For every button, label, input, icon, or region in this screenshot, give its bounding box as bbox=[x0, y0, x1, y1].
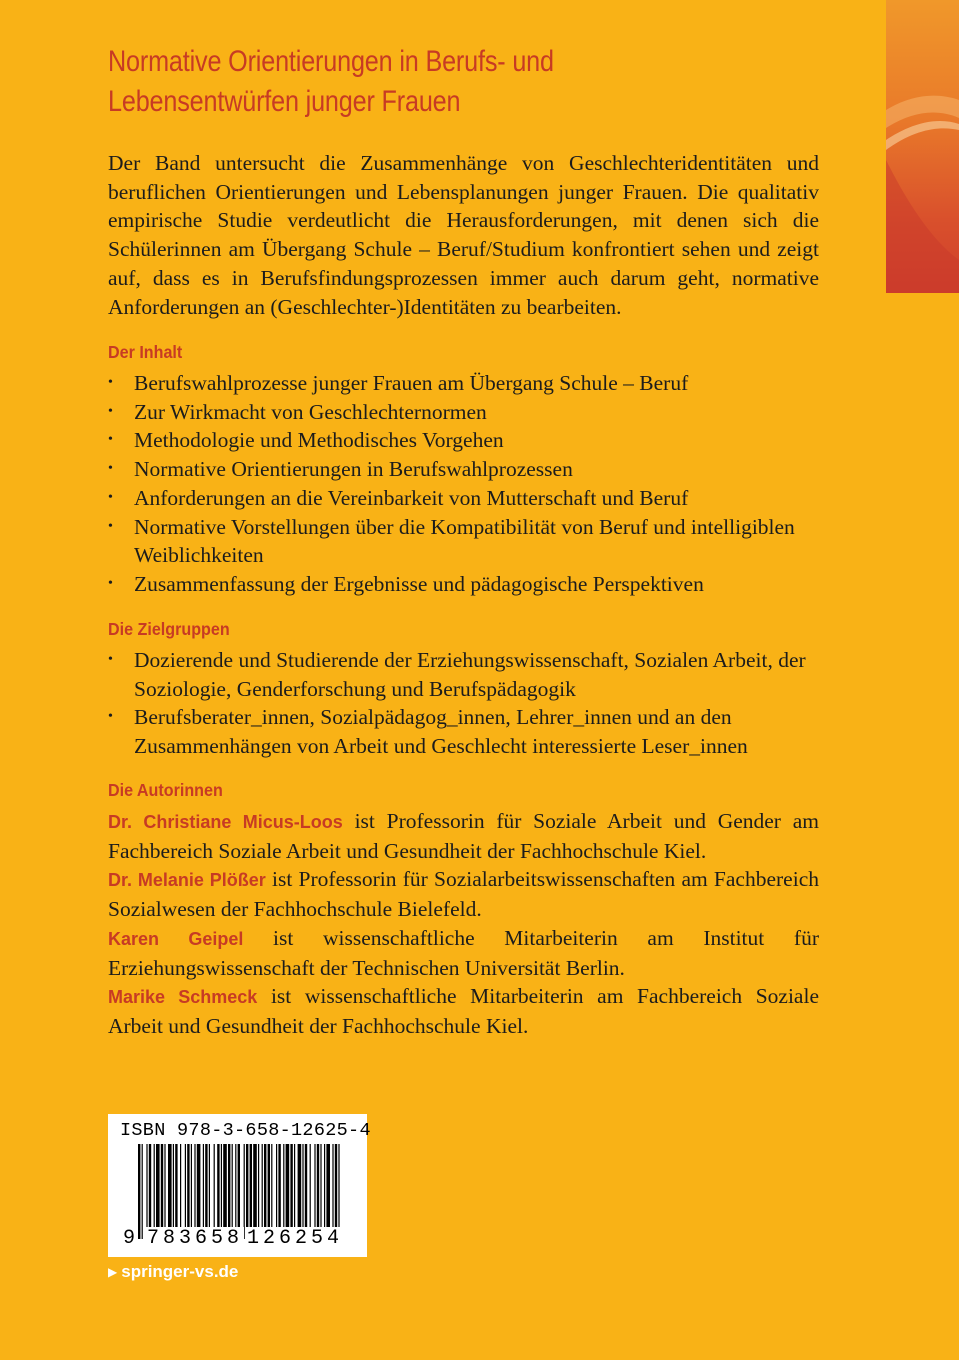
barcode-bar bbox=[338, 1144, 339, 1239]
barcode-bar bbox=[154, 1144, 155, 1239]
author-entry bbox=[108, 807, 819, 865]
barcode-bar bbox=[238, 1144, 240, 1239]
barcode-bar bbox=[214, 1144, 215, 1239]
barcode-bar bbox=[246, 1144, 248, 1239]
author-bio: ist Professorin für Soziale Arbeit und Gender am Fachbereich Soziale Arbeit und Gesundheit der Fachhochschule Kiel. bbox=[108, 809, 819, 863]
list-item: • Zusammenfassung der Ergebnisse und pädagogische Perspektiven bbox=[108, 570, 819, 599]
author-bio: ist Professorin für Sozialarbeitswissenschaften am Fachbereich Sozialwesen der Fachhochschule Bielefeld. bbox=[108, 867, 819, 922]
barcode-bar bbox=[228, 1144, 230, 1239]
barcode-bars bbox=[138, 1144, 343, 1239]
author-entry bbox=[108, 982, 819, 1040]
barcode-bar bbox=[146, 1144, 147, 1239]
list-item: • Normative Vorstellungen über die Kompatibilität von Beruf und intelligiblen Weiblichkeiten bbox=[108, 514, 795, 568]
section-heading-autorinnen: Die Autorinnen bbox=[108, 780, 223, 800]
barcode-bar bbox=[197, 1144, 201, 1239]
barcode-digits-right: 126254 bbox=[247, 1227, 344, 1250]
barcode-bar bbox=[268, 1144, 270, 1239]
barcode-bar bbox=[294, 1144, 295, 1239]
barcode-bar bbox=[332, 1144, 333, 1239]
barcode-bar bbox=[298, 1144, 302, 1239]
bullet-icon: • bbox=[108, 575, 113, 591]
ribbon-swoosh-icon bbox=[886, 0, 959, 293]
list-item: • Anforderungen an die Vereinbarkeit von Mutterschaft und Beruf bbox=[108, 484, 819, 513]
barcode-bar bbox=[138, 1144, 140, 1239]
list-item: • Normative Orientierungen in Berufswahlprozessen bbox=[108, 455, 819, 484]
list-item: • Dozierende und Studierende der Erziehungswissenschaft, Sozialen Arbeit, der Soziologie, Genderforschung und Berufspädagogik bbox=[108, 648, 806, 701]
barcode-bar bbox=[326, 1144, 330, 1239]
barcode-bar bbox=[290, 1144, 292, 1239]
publisher-url: springer-vs.de bbox=[121, 1262, 239, 1281]
barcode-bar bbox=[302, 1144, 303, 1239]
barcode-bar bbox=[185, 1144, 186, 1239]
barcode-bar bbox=[264, 1144, 266, 1239]
list-item: • Berufswahlprozesse junger Frauen am Übergang Schule – Beruf bbox=[108, 369, 819, 398]
barcode-digits-left: 783658 bbox=[147, 1227, 244, 1250]
barcode-bar bbox=[164, 1144, 165, 1239]
barcode-bar bbox=[276, 1144, 277, 1239]
bullet-icon: • bbox=[108, 709, 113, 725]
barcode-bar bbox=[232, 1144, 233, 1239]
barcode-bar bbox=[180, 1144, 181, 1239]
bullet-icon: • bbox=[108, 489, 113, 505]
barcode-bar bbox=[262, 1144, 263, 1239]
barcode-bar bbox=[149, 1144, 151, 1239]
barcode-bar bbox=[217, 1144, 219, 1239]
barcode-bar bbox=[203, 1144, 204, 1239]
list-item: • Berufsberater_innen, Sozialpädagog_innen, Lehrer_innen und an den Zusammenhängen von Arbeit und Geschlecht interessierte Leser_innen bbox=[108, 705, 748, 759]
list-item: • Zur Wirkmacht von Geschlechternormen bbox=[108, 398, 819, 427]
author-name: Dr. Christiane Micus-Loos bbox=[108, 812, 343, 832]
author-bio: ist wissenschaftliche Mitarbeiterin am Institut für Erziehungswissenschaft der Technischen Universität Berlin. bbox=[108, 925, 819, 980]
isbn-barcode bbox=[108, 1114, 371, 1257]
barcode-bar bbox=[221, 1144, 222, 1239]
author-bio: ist wissenschaftliche Mitarbeiterin am Fachbereich Soziale Arbeit und Gesundheit der Fachhochschule Kiel. bbox=[108, 984, 819, 1038]
section-heading-inhalt: Der Inhalt bbox=[108, 342, 183, 362]
author-entry bbox=[108, 865, 819, 923]
author-name: Marike Schmeck bbox=[108, 987, 258, 1008]
barcode-bar bbox=[156, 1144, 160, 1239]
barcode-bar bbox=[324, 1144, 325, 1239]
barcode-bar bbox=[142, 1144, 143, 1239]
authors-section bbox=[108, 807, 819, 1041]
barcode-bar bbox=[317, 1144, 319, 1239]
section-heading-zielgruppen: Die Zielgruppen bbox=[108, 619, 230, 639]
barcode-bar bbox=[314, 1144, 315, 1239]
bullet-icon: • bbox=[108, 375, 113, 390]
barcode-bar bbox=[258, 1144, 259, 1239]
target-groups-list bbox=[108, 646, 819, 761]
book-title bbox=[108, 42, 612, 122]
barcode-bar bbox=[161, 1144, 163, 1239]
barcode-bar bbox=[187, 1144, 189, 1239]
barcode-bar bbox=[320, 1144, 321, 1239]
barcode-bar bbox=[305, 1144, 307, 1239]
barcode-bar bbox=[205, 1144, 207, 1239]
isbn-number: ISBN 978-3-658-12625-4 bbox=[120, 1120, 371, 1141]
barcode-bar bbox=[175, 1144, 177, 1239]
book-description: Der Band untersucht die Zusammenhänge von Geschlechteridentitäten und beruflichen Orientierungen und Lebensplanungen junger Frauen. Die qualitativ empirische Studie verdeutlicht die Herausforderungen, mit denen sich die Schülerinnen am Übergang Schule – Beruf/Studium konfrontiert sehen und zeigt auf, dass es in Berufsfindungsprozessen immer auch darum geht, normative Anforderungen an (Geschlechter-)Identitäten zu bearbeiten. bbox=[108, 151, 819, 319]
bullet-icon: • bbox=[108, 432, 113, 448]
barcode-bar bbox=[250, 1144, 252, 1239]
author-entry bbox=[108, 924, 819, 982]
barcode-bar bbox=[310, 1144, 311, 1239]
publisher-link[interactable] bbox=[108, 1262, 238, 1282]
barcode-bar bbox=[335, 1144, 337, 1239]
title-line-1: Normative Orientierungen in Berufs- und bbox=[108, 45, 554, 78]
barcode-bar bbox=[223, 1144, 227, 1239]
bullet-icon: • bbox=[108, 461, 113, 477]
barcode-bar bbox=[278, 1144, 280, 1239]
barcode-bar bbox=[283, 1144, 284, 1239]
arrow-right-icon: ▶ bbox=[108, 1265, 118, 1279]
barcode-bar bbox=[168, 1144, 172, 1239]
barcode-bar bbox=[244, 1144, 245, 1239]
barcode-bar bbox=[235, 1144, 236, 1239]
barcode-bar bbox=[194, 1144, 195, 1239]
author-name: Dr. Melanie Plößer bbox=[108, 870, 266, 891]
bullet-icon: • bbox=[108, 518, 113, 534]
contents-list bbox=[108, 369, 819, 599]
bullet-icon: • bbox=[108, 403, 113, 419]
barcode-bar bbox=[286, 1144, 290, 1239]
barcode-digit-first: 9 bbox=[123, 1227, 136, 1250]
barcode-bar bbox=[209, 1144, 210, 1239]
corner-ribbon-graphic bbox=[886, 0, 959, 293]
author-name: Karen Geipel bbox=[108, 928, 244, 949]
list-item: • Methodologie und Methodisches Vorgehen bbox=[108, 426, 819, 455]
barcode-bar bbox=[253, 1144, 257, 1239]
bullet-icon: • bbox=[108, 652, 113, 667]
barcode-bar bbox=[173, 1144, 174, 1239]
barcode-bar bbox=[271, 1144, 272, 1239]
title-line-2: Lebensentwürfen junger Frauen bbox=[108, 85, 461, 118]
barcode-bar bbox=[191, 1144, 192, 1239]
